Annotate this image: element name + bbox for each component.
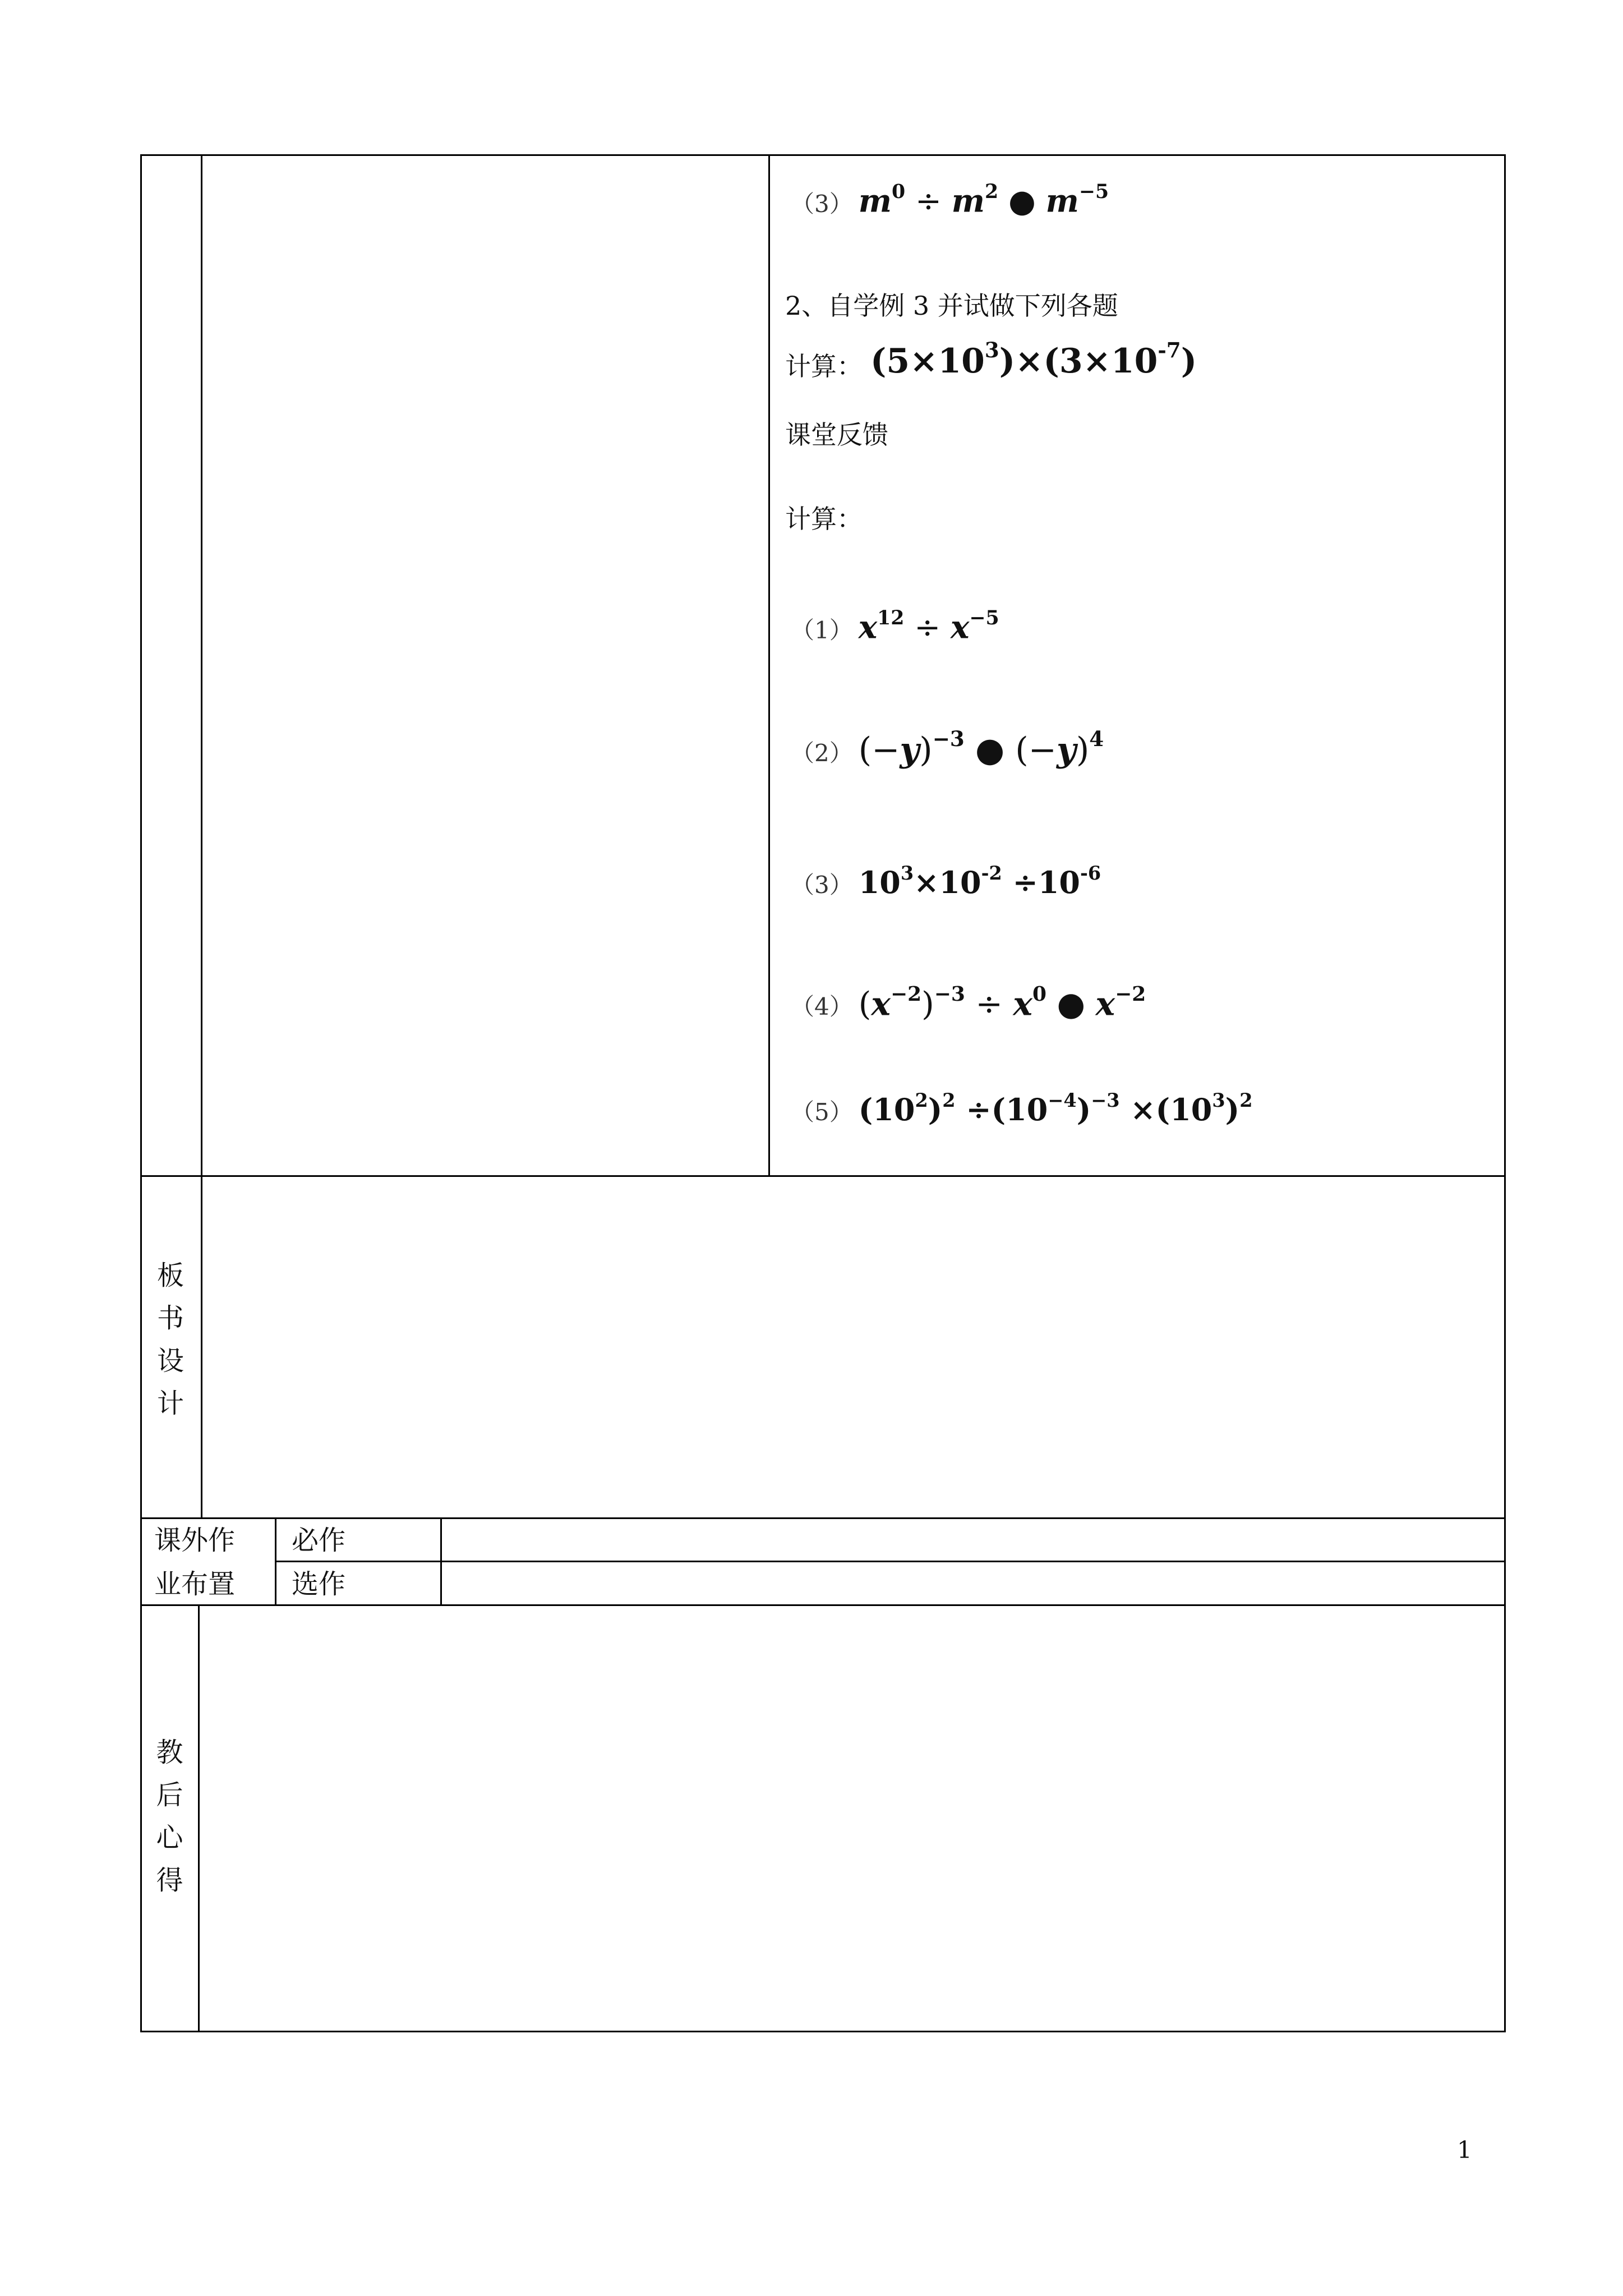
reflection-label: 教 后 心 得: [156, 1737, 183, 1896]
table-border-top: [140, 154, 1506, 156]
board-design-label: 板 书 设 计: [156, 1260, 184, 1419]
page-number: 1: [1457, 2136, 1472, 2164]
exercise-prev-3: （3） $m^0 \div m^2$ ● $m^{-5}$: [791, 180, 1109, 220]
table-border-bottom: [140, 2031, 1506, 2032]
exercise-5: （5） $(10^2)^2 \div(10^{-4})^{-3} \times(10^3)^2$: [791, 1089, 1253, 1128]
table-divider-3: [275, 1561, 1506, 1562]
exercise-4: （4） $(x^{-2})^{-3} \div x^0$ ● $x^{-2}$: [791, 982, 1146, 1023]
calc-expression: $(5\times 10^3)\times(3\times 10^{-7})$: [870, 338, 1197, 381]
exercise-3: （3） $10^3\times 10^{-2} \div 10^{-6}$: [791, 862, 1101, 900]
calc-label: 计算：: [785, 351, 863, 381]
homework-divider-2: [440, 1517, 442, 1606]
required-label: 必作: [292, 1525, 346, 1556]
homework-divider-1: [275, 1517, 276, 1606]
feedback-calc-label: 计算：: [785, 504, 863, 534]
content-column-divider: [768, 154, 770, 1177]
optional-label: 选作: [292, 1568, 346, 1600]
homework-label-line-2: 业布置: [154, 1568, 236, 1600]
feedback-title: 课堂反馈: [785, 420, 888, 450]
exercise-1: （1） $x^{12} \div x^{-5}$: [791, 606, 999, 646]
table-border-right: [1504, 154, 1506, 2032]
exercise-2: （2） $(-y)^{-3}$ ● $(-y)^4$: [791, 726, 1104, 770]
task-2-instruction: 2、自学例 3 并试做下列各题: [785, 291, 1118, 321]
table-divider-4: [140, 1604, 1506, 1606]
table-divider-2: [140, 1517, 1506, 1519]
table-divider-1: [140, 1175, 1506, 1177]
homework-label-line-1: 课外作: [154, 1525, 236, 1556]
label-column-divider-1: [201, 154, 202, 1519]
